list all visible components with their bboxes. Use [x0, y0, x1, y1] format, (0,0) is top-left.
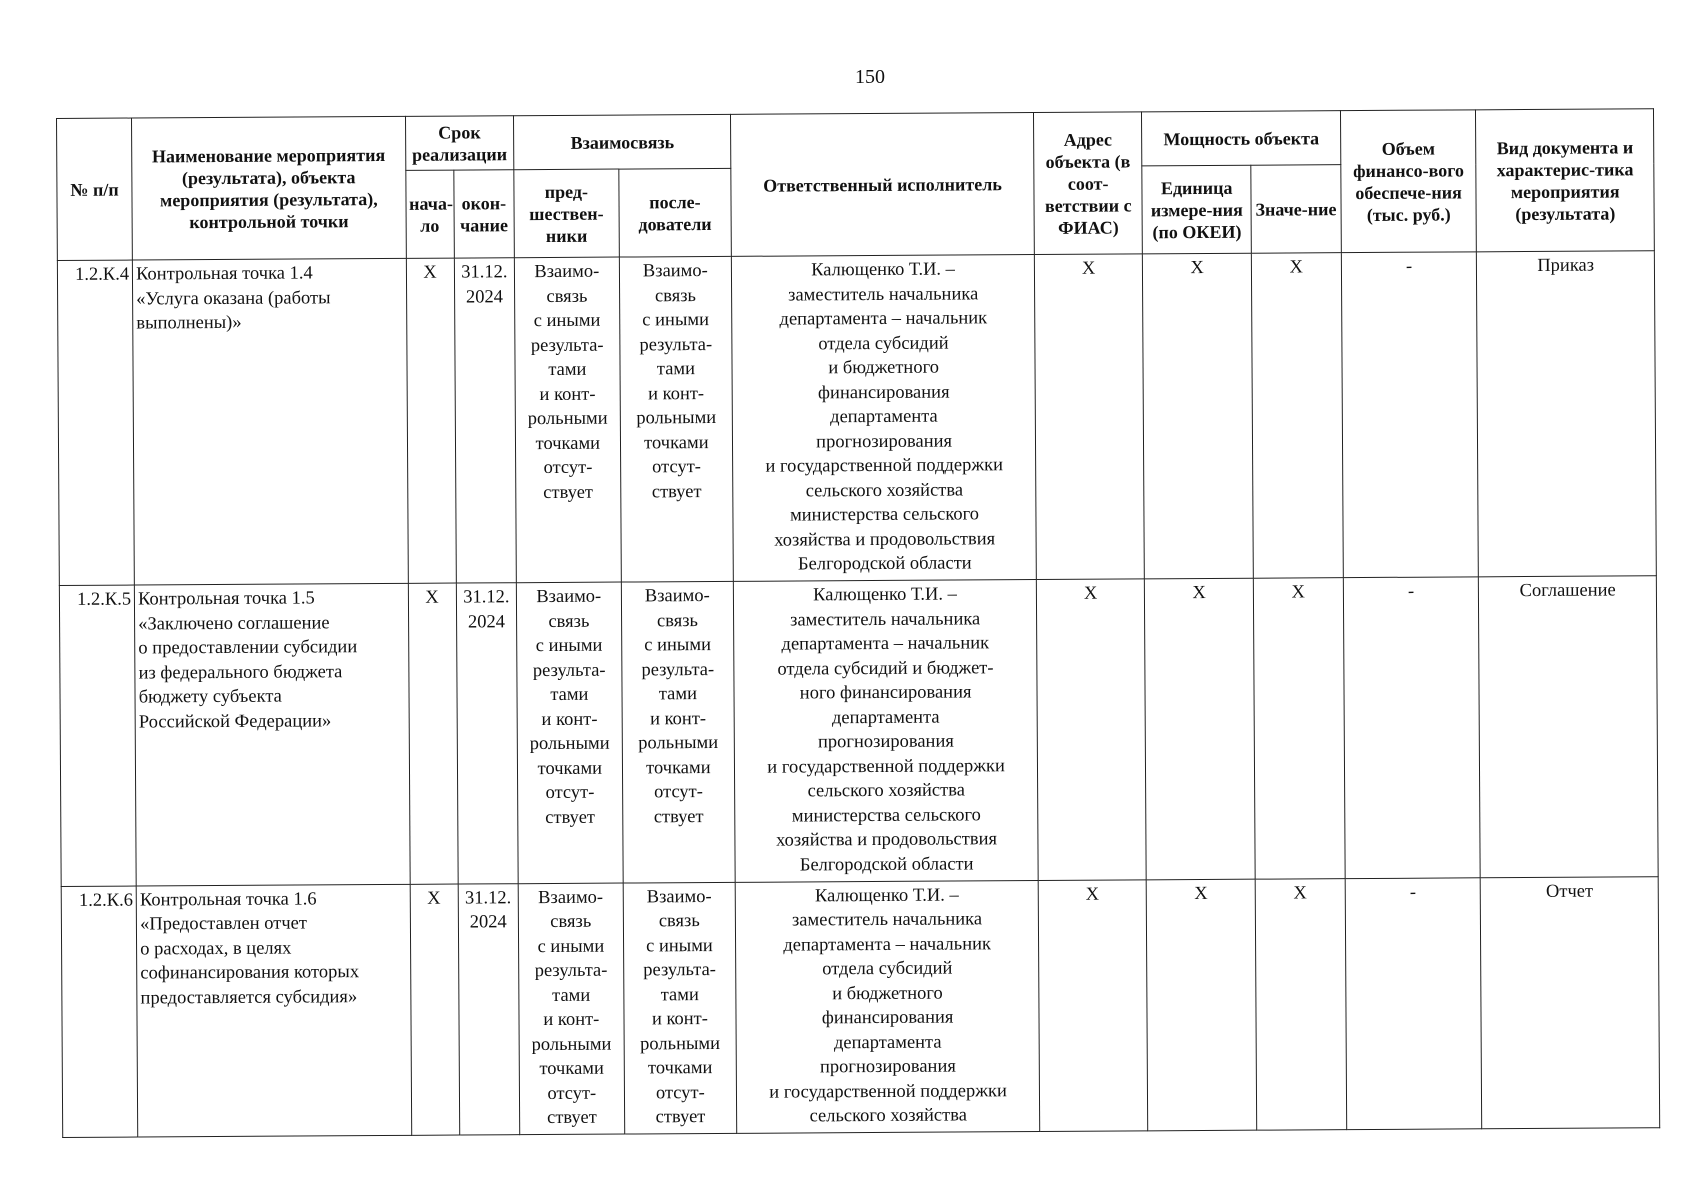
row-executor-line: отдела субсидий — [818, 333, 949, 354]
row-successors-line: связь — [658, 911, 700, 932]
table-row — [57, 251, 1656, 586]
row-predecessors — [515, 257, 621, 583]
table-body — [57, 251, 1659, 1138]
row-successors-line: Взаимо- — [642, 261, 708, 282]
row-executor-line: и государственной поддержки — [769, 1080, 1007, 1103]
header-finance: Объем финансо-вого обеспече-ния (тыс. руб.) — [1340, 110, 1477, 253]
header-term-end: окон-чание — [453, 170, 514, 258]
row-predecessors-line: Взаимо- — [536, 586, 602, 608]
row-predecessors-line: рольными — [529, 733, 610, 755]
row-start: X — [410, 884, 460, 1136]
row-executor-line: и государственной поддержки — [765, 455, 1004, 477]
row-name-line: о расходах, в целях — [140, 938, 292, 960]
row-successors-line: Взаимо- — [644, 586, 710, 607]
row-executor-line: департамента — [833, 1032, 942, 1053]
row-executor-line: и бюджетного — [828, 357, 939, 379]
row-successors-line: и конт- — [648, 383, 705, 404]
row-predecessors-line: ствует — [545, 807, 596, 828]
row-predecessors-line: точками — [537, 758, 603, 779]
row-predecessors-line: рольными — [527, 408, 608, 430]
row-num: 1.2.К.5 — [59, 585, 136, 886]
row-predecessors-line: результа- — [530, 335, 604, 356]
header-successors: после-дователи — [618, 168, 731, 257]
header-term: Срок реализации — [405, 116, 514, 171]
row-doc: Отчет — [1481, 876, 1660, 1128]
row-predecessors-line: отсут- — [545, 782, 595, 804]
page-number: 150 — [855, 66, 885, 88]
row-end-line: 2024 — [469, 912, 507, 933]
row-successors-line: с иными — [644, 635, 712, 656]
row-predecessors-line: и конт- — [539, 384, 596, 405]
row-executor-line: департамента – начальник — [779, 308, 988, 330]
row-name — [136, 884, 411, 1137]
row-successors-line: отсут- — [652, 457, 701, 478]
row-address: X — [1034, 254, 1145, 580]
row-name-line: софинансирования которых — [140, 962, 360, 984]
row-address: X — [1036, 579, 1146, 880]
row-successors-line: ствует — [651, 481, 702, 502]
row-executor-line: сельского хозяйства — [807, 780, 965, 802]
row-successors — [619, 256, 734, 582]
header-num: № п/п — [57, 118, 133, 260]
row-predecessors-line: отсут- — [543, 457, 593, 479]
row-executor-line: заместитель начальника — [790, 609, 981, 631]
row-end-line: 2024 — [465, 286, 504, 307]
row-successors-line: тами — [660, 984, 699, 1006]
header-unit: Единица измере-ния (по ОКЕИ) — [1142, 165, 1251, 254]
row-executor-line: департамента — [830, 406, 938, 428]
row-unit: X — [1143, 253, 1254, 579]
row-successors-line: отсут- — [654, 782, 703, 803]
row-executor-line: сельского хозяйства — [809, 1105, 967, 1127]
row-successors-line: с иными — [646, 935, 713, 957]
row-name-line: «Услуга оказана (работы — [136, 287, 331, 310]
header-term-start: нача-ло — [405, 170, 454, 258]
row-end — [454, 258, 517, 584]
row-name-line: бюджету субъекта — [138, 686, 282, 708]
row-successors-line: рольными — [640, 1033, 721, 1055]
row-executor-line: заместитель начальника — [791, 909, 983, 931]
row-finance: - — [1343, 577, 1481, 878]
row-predecessors-line: Взаимо- — [534, 261, 600, 283]
row-successors-line: точками — [646, 757, 711, 779]
row-executor-line: прогнозирования — [817, 731, 954, 753]
row-predecessors — [516, 582, 622, 883]
row-executor — [734, 580, 1039, 882]
row-successors-line: рольными — [638, 733, 719, 754]
row-name-line: «Предоставлен отчет — [140, 913, 307, 935]
row-executor-line: департамента – начальник — [781, 633, 990, 655]
row-executor-line: Белгородской области — [799, 854, 974, 876]
row-predecessors-line: отсут- — [547, 1083, 597, 1104]
row-predecessors-line: точками — [535, 433, 601, 454]
table-row — [61, 876, 1660, 1137]
row-successors — [623, 882, 737, 1134]
row-value: X — [1251, 253, 1343, 579]
row-end-line: 31.12. — [464, 887, 512, 909]
row-predecessors-line: с иными — [535, 635, 603, 657]
row-successors-line: связь — [654, 285, 697, 306]
row-executor-line: министерства сельского — [789, 504, 980, 526]
row-predecessors-line: результа- — [534, 960, 608, 982]
row-successors-line: рольными — [636, 407, 717, 429]
row-successors-line: результа- — [639, 334, 713, 355]
row-end-line: 31.12. — [463, 587, 510, 608]
row-name-line: предоставляется субсидия» — [140, 986, 358, 1009]
row-value: X — [1253, 578, 1345, 879]
row-executor-line: департамента – начальник — [783, 933, 992, 956]
row-successors-line: и конт- — [650, 708, 707, 730]
row-predecessors-line: тами — [550, 684, 589, 706]
header-name: Наименование мероприятия (результата), объекта мероприятия (результата), контрольной точки — [132, 116, 406, 260]
row-name-line: Российской Федерации» — [138, 710, 332, 733]
header-predecessors: пред-шествен-ники — [514, 169, 619, 258]
row-executor-line: финансирования — [821, 1007, 954, 1029]
row-num: 1.2.К.6 — [61, 886, 138, 1138]
row-name-line: выполнены)» — [136, 312, 242, 334]
row-predecessors-line: рольными — [531, 1034, 612, 1055]
row-executor-line: Калющенко Т.И. – — [814, 885, 959, 907]
row-value: X — [1255, 878, 1346, 1130]
row-predecessors-line: и конт- — [541, 709, 598, 730]
row-executor-line: Белгородской области — [797, 553, 972, 575]
row-executor-line: прогнозирования — [819, 1056, 956, 1078]
row-finance: - — [1341, 252, 1479, 578]
row-end — [458, 883, 520, 1135]
table-header — [57, 109, 1655, 261]
row-successors-line: и конт- — [651, 1009, 708, 1030]
row-name-line: о предоставлении субсидии — [138, 637, 358, 659]
row-executor-line: Калющенко Т.И. – — [813, 584, 957, 606]
row-predecessors-line: связь — [548, 611, 590, 632]
row-name-line: Контрольная точка 1.6 — [139, 889, 317, 911]
row-executor-line: Калющенко Т.И. – — [811, 259, 955, 281]
row-successors-line: точками — [647, 1058, 713, 1079]
row-predecessors-line: ствует — [547, 1107, 597, 1129]
row-successors-line: результа- — [643, 960, 717, 981]
row-executor-line: хозяйства и продовольствия — [775, 829, 998, 851]
row-executor-line: департамента — [831, 707, 940, 728]
row-executor-line: сельского хозяйства — [805, 479, 964, 501]
row-name — [134, 584, 409, 886]
row-successors-line: отсут- — [655, 1082, 705, 1104]
row-predecessors-line: с иными — [533, 310, 601, 332]
row-predecessors-line: связь — [550, 911, 592, 933]
row-successors-line: точками — [644, 432, 709, 453]
row-doc: Приказ — [1477, 251, 1656, 577]
row-predecessors-line: результа- — [532, 660, 606, 681]
row-name-line: «Заключено соглашение — [138, 612, 330, 635]
row-executor-line: ного финансирования — [799, 682, 972, 704]
row-end-line: 2024 — [467, 611, 506, 633]
row-successors-line: тами — [658, 684, 698, 705]
row-num: 1.2.К.4 — [57, 260, 134, 586]
row-start: X — [406, 258, 456, 583]
row-successors — [621, 582, 736, 883]
row-predecessors-line: точками — [539, 1058, 604, 1080]
row-executor-line: и бюджетного — [832, 983, 943, 1004]
row-successors-line: с иными — [642, 310, 710, 331]
row-predecessors-line: ствует — [543, 482, 594, 503]
row-doc: Соглашение — [1479, 576, 1658, 878]
row-successors-line: тами — [656, 359, 696, 380]
row-executor — [735, 880, 1039, 1133]
row-end-line: 31.12. — [461, 262, 508, 283]
header-value: Значе-ние — [1251, 165, 1341, 254]
row-executor-line: и государственной поддержки — [767, 755, 1005, 778]
row-successors-line: связь — [656, 610, 699, 631]
row-unit: X — [1145, 578, 1255, 879]
row-name — [133, 258, 408, 585]
table-row — [59, 576, 1658, 886]
header-executor: Ответственный исполнитель — [731, 113, 1035, 257]
row-address: X — [1038, 880, 1148, 1132]
row-finance: - — [1345, 877, 1482, 1129]
header-address: Адрес объекта (в соот-ветствии с ФИАС) — [1033, 112, 1142, 255]
row-successors-line: ствует — [653, 806, 704, 828]
row-executor-line: министерства сельского — [791, 805, 981, 827]
row-name-line: Контрольная точка 1.5 — [138, 588, 315, 610]
row-successors-line: результа- — [641, 659, 715, 681]
row-end — [456, 583, 518, 884]
row-executor-line: финансирования — [817, 382, 950, 403]
row-executor-line: заместитель начальника — [788, 283, 979, 306]
row-predecessors — [518, 883, 624, 1135]
row-unit: X — [1147, 879, 1257, 1131]
row-executor-line: хозяйства и продовольствия — [774, 528, 996, 551]
row-executor-line: прогнозирования — [816, 431, 953, 452]
header-capacity: Мощность объекта — [1142, 111, 1341, 166]
row-predecessors-line: тами — [548, 359, 587, 380]
header-relation: Взаимосвязь — [514, 114, 731, 169]
row-predecessors-line: Взаимо- — [538, 887, 604, 908]
header-doc: Вид документа и характерис-тика мероприятия (результата) — [1476, 109, 1654, 252]
row-executor-line: отдела субсидий и бюджет- — [777, 657, 994, 680]
row-name-line: из федерального бюджета — [138, 661, 343, 684]
row-predecessors-line: и конт- — [543, 1009, 600, 1031]
row-successors-line: Взаимо- — [646, 886, 712, 908]
row-predecessors-line: с иными — [537, 936, 605, 957]
row-predecessors-line: тами — [552, 985, 591, 1006]
row-name-line: Контрольная точка 1.4 — [136, 263, 313, 285]
row-executor — [732, 255, 1037, 582]
row-predecessors-line: связь — [546, 286, 588, 307]
events-table — [56, 108, 1660, 1138]
row-successors-line: ствует — [655, 1107, 706, 1128]
row-start: X — [408, 583, 458, 884]
row-executor-line: отдела субсидий — [822, 958, 953, 980]
